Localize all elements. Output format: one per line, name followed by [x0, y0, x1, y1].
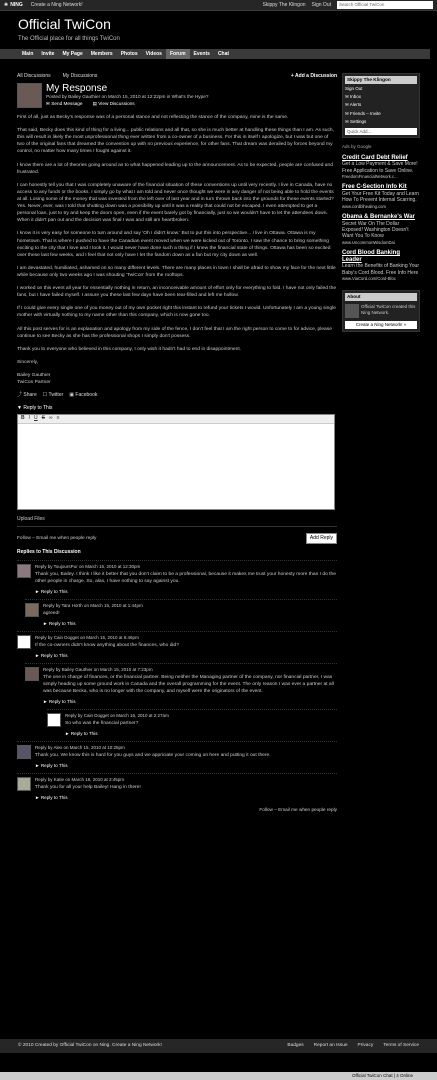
- reply-text: So who was the financial partner?: [65, 721, 139, 726]
- about-text: Official TwiCon created this Ning Network.: [361, 303, 416, 316]
- ad-url[interactable]: www.cordblhealing.com: [342, 203, 386, 209]
- share-icon: ⤴: [17, 392, 23, 399]
- user-box: [342, 73, 420, 138]
- about-header: About: [345, 293, 417, 301]
- list-icon[interactable]: ≡: [56, 415, 60, 422]
- reply-to-this-link[interactable]: ► Reply to This: [35, 795, 68, 801]
- list-icon: ▤: [92, 101, 99, 107]
- user-name[interactable]: Skippy The Klingon: [345, 76, 417, 84]
- post-paragraph: I worked on this event all year for essentially nothing in return, an inconceivable amount of effort only for everything to fold. I have not only failed the fans, but I have failed myself. I assure you these last few days have been tear-filled and left me hollow.: [17, 286, 337, 299]
- ad-body: Secret War On The Dollar Exposed! Washington Doesn't Want You To Know: [342, 220, 409, 240]
- sidebar-item-alert[interactable]: ✉ Alerts: [345, 102, 362, 108]
- post-paragraph: Thank you to everyone who believed in this company, I only wish it hadn't had to end in disappointment.: [17, 346, 242, 352]
- nav-forum[interactable]: Forum: [166, 49, 190, 59]
- sidebar-item-settings[interactable]: ✉ Settings: [345, 118, 367, 124]
- avatar[interactable]: [17, 777, 31, 791]
- user-link[interactable]: Skippy The Klingon: [262, 1, 306, 8]
- chat-bar[interactable]: Official TwiCon Chat | 4 Online: [0, 1072, 437, 1080]
- signout-link[interactable]: Sign Out: [311, 1, 331, 8]
- reply-text: agreed!: [43, 610, 60, 616]
- avatar[interactable]: [17, 745, 31, 759]
- post-title: My Response: [46, 83, 108, 94]
- post-paragraph: I am devastated, humiliated, ashamed on so many different levels. There are many places in town I shall be afraid to show my face for the next little while because only two weeks ago I was shouting 'TwiCon' from the rooftops.: [17, 265, 336, 278]
- link-icon[interactable]: ∞: [48, 415, 53, 422]
- reply-text: The one in charge of finances, or the financial partner. Being neither the Managing partner of the company, nor financial partner, I was simply heading up some ground work in Canada and the overall programming for the event. The only reason I was ever a partner at all was because Becka, who is no longer with the company, and myself were the originators of the event.: [43, 675, 334, 694]
- reply-item: [25, 663, 337, 705]
- ad-url[interactable]: www.ViaCord.com/Cord-Bloc: [342, 275, 396, 281]
- nav-invite[interactable]: Invite: [41, 51, 55, 57]
- post-body: [17, 114, 337, 386]
- underline-icon[interactable]: U: [34, 415, 38, 422]
- nav-videos[interactable]: Videos: [145, 51, 162, 57]
- nav-main[interactable]: Main: [22, 51, 34, 57]
- ad-url[interactable]: FreedomFinancialNetwork.c...: [342, 173, 398, 179]
- site-subtitle: The Official place for all things TwiCon: [18, 36, 120, 43]
- view-discussions-button[interactable]: ▤ View Discussions: [92, 101, 135, 107]
- create-network-link[interactable]: Create a Ning Network!: [30, 1, 83, 8]
- settings-icon: ✉: [345, 118, 351, 124]
- ad-title[interactable]: Free C-Section Info Kit: [342, 184, 407, 191]
- avatar[interactable]: [25, 667, 39, 681]
- reply-to-this-link[interactable]: ► Reply to This: [35, 588, 68, 594]
- footer-copyright: © 2010 Created by Official TwiCon on Ning. Create a Ning Network!: [18, 1042, 162, 1048]
- reply-meta: Reply by Bailey Gauthier on March 15, 2010 at 7:23pm: [43, 667, 153, 673]
- ning-logo[interactable]: ❀ NING: [4, 1, 23, 8]
- reply-to-this-link[interactable]: ► Reply to This: [43, 698, 76, 704]
- reply-item: [17, 773, 337, 801]
- reply-meta: Reply by Alex on March 15, 2010 at 10:25pm: [35, 745, 125, 751]
- avatar[interactable]: [17, 83, 42, 108]
- post-paragraph: I can honestly tell you that I was completely unaware of the financial situation of these conventions up until very recently. I live in Canada, have no access to any funds or the books. I simply go by what I am told and never once thought we were in any danger of not being able to hold the events at all. Losing some of the money that was invested from the left over of last year and in turn thrown back into the grounds for these events started? Yes. Never, ever, was I told that shutting down was a possibility up until it was a reality that could not be escaped. I even attempted to get a personal loan, just to try and keep the doors open, even if the event barely got by financially, just so we wouldn't have to let the attendees down. When it didn't pan out and the decision was final I was and still am heartbroken.: [17, 182, 334, 224]
- reply-text: Thank you for all your help Bailey! Hang in there!: [35, 785, 141, 791]
- reply-item: [17, 631, 337, 659]
- quick-add-select[interactable]: Quick Add...: [345, 128, 417, 135]
- add-discussion-button[interactable]: + Add a Discussion: [290, 73, 337, 79]
- replies-header: Replies to This Discussion: [17, 549, 81, 556]
- ad-body: Learn the Benefits of Banking Your Baby's Cord Blood. Free Info Here: [342, 263, 420, 276]
- reply-item: [47, 709, 337, 737]
- friends-icon: ✉: [345, 110, 351, 116]
- create-network-button[interactable]: Create a Ning Network! »: [345, 321, 417, 329]
- reply-item: [25, 599, 337, 627]
- post-paragraph: If I could give every single one of you money out of my own pocket right this instant to refund your tickets I would. Unfortunately I am a young single mother with virtually nothing to my name other than this company, which is now gone too.: [17, 306, 336, 319]
- about-box: [342, 290, 420, 332]
- post-paragraph: That said, Becky does this kind of thing for a living... public relations and all that, so she is much better at handling these things than I am. As such, this will result in likely the most unprofessional thing ever written from a co-owner of a business. For this in itself I apologize, but I was but one of two of the original fans that dreamed the convention up with no previous experience, for other fans. That dream was derailed by forces beyond my control, no matter how many times I fought against it.: [17, 128, 334, 155]
- nav-events[interactable]: Events: [193, 51, 210, 57]
- reply-item: [17, 741, 337, 769]
- post-paragraph: Sincerely,: [17, 359, 39, 365]
- sidebar-item-inbox[interactable]: ✉ Inbox: [345, 94, 362, 100]
- ad-url[interactable]: www.UncommonWisdomDai: [342, 239, 395, 245]
- post-paragraph: First of all, just as Becky's response was of a personal stance and not reflecting the stance of the company, mine is the same.: [17, 115, 289, 120]
- facebook-icon: ▣: [69, 392, 75, 399]
- main-column: [17, 73, 337, 814]
- post-meta: Posted by Bailey Gauthier on March 15, 2010 at 12:22pm in What's the Hype?: [46, 94, 209, 99]
- reply-item: [17, 560, 337, 595]
- reply-to-this-link[interactable]: ► Reply to This: [35, 652, 68, 658]
- editor-toolbar: [18, 415, 334, 424]
- reply-text: If the co-owners didn't know anything about the finances, who did?: [35, 643, 179, 649]
- nav-members[interactable]: Members: [90, 51, 113, 57]
- nav-photos[interactable]: Photos: [120, 51, 138, 57]
- avatar[interactable]: [47, 713, 61, 727]
- upload-files-link[interactable]: Upload Files: [17, 515, 45, 522]
- reply-meta: Reply by ToujoursPur on March 15, 2010 at 12:30pm: [35, 563, 141, 569]
- ad-title[interactable]: Cord Blood Banking Leader: [342, 250, 400, 263]
- reply-meta: Reply by Cain Dogget on March 15, 2010 at 6:46pm: [35, 635, 139, 640]
- twitter-icon: ☐: [42, 392, 48, 399]
- reply-to-this-link[interactable]: ► Reply to This: [65, 730, 98, 736]
- ad-body: Get Your Free Kit Today and Learn How To Prevent Internal Scarring.: [342, 191, 419, 204]
- ning-topbar: [0, 0, 437, 11]
- strike-icon[interactable]: S: [41, 415, 45, 422]
- avatar[interactable]: [25, 603, 39, 617]
- network-logo[interactable]: [345, 304, 359, 318]
- add-reply-button[interactable]: Add Reply: [306, 533, 337, 544]
- site-title[interactable]: Official TwiCon: [18, 16, 111, 32]
- ad-title[interactable]: Credit Card Debt Relief: [342, 154, 408, 161]
- reply-to-this-toggle[interactable]: ▼ Reply to This: [17, 404, 53, 411]
- share-button[interactable]: ⤴ Share: [17, 392, 37, 399]
- reply-to-this-link[interactable]: ► Reply to This: [43, 620, 76, 626]
- reply-meta: Reply by Cain Dogget on March 16, 2010 at 2:27am: [65, 712, 169, 718]
- reply-text: Thank you. We know this is hard for you guys and we appriciate your coming on here and putting it out there.: [35, 753, 271, 759]
- follow-row: [17, 533, 337, 544]
- tab-my-discussions[interactable]: My Discussions: [62, 73, 98, 79]
- ads-by-google: Ads by Google: [342, 143, 372, 149]
- footer-link[interactable]: Badges: [287, 1042, 304, 1048]
- reply-to-this-link[interactable]: ► Reply to This: [35, 762, 68, 768]
- footer-link[interactable]: Terms of Service: [383, 1042, 419, 1048]
- footer: [0, 1039, 437, 1053]
- twitter-button[interactable]: ☐ Twitter: [42, 392, 64, 399]
- sidebar: [342, 73, 420, 332]
- reply-editor[interactable]: [17, 414, 335, 510]
- search-input[interactable]: Search Official TwiCon: [337, 1, 433, 9]
- post-paragraph: All this post serves for is an explanation and apology from my side of the fence, I don't feel that I am the right person to come to for advice, please continue to see Becky as she has the professional shops I simply don't possess.: [17, 326, 332, 339]
- ad-body: Get a Low Payment & Save More! Free Application to Save Online.: [342, 161, 418, 174]
- mail-icon: ✉: [46, 101, 52, 107]
- post-paragraph: Bailey Gauthier TwiCon Partner: [17, 372, 51, 386]
- italic-icon[interactable]: I: [28, 415, 31, 422]
- discussion-tabs: [17, 73, 337, 81]
- ning-icon: ❀: [4, 1, 9, 8]
- alert-icon: ✉: [345, 102, 350, 108]
- follow-link[interactable]: Follow – Email me when people reply: [17, 535, 97, 541]
- bottom-follow-link[interactable]: Follow – Email me when people reply: [259, 807, 337, 813]
- bold-icon[interactable]: B: [21, 415, 25, 422]
- nav-chat[interactable]: Chat: [217, 51, 230, 57]
- avatar[interactable]: [17, 564, 31, 578]
- reply-meta: Reply by Katie on March 16, 2010 at 3:45pm: [35, 777, 125, 783]
- post-paragraph: I know it is very easy for someone to turn around and say 'Oh I didn't know.' But to put this into perspective... I live in Ottawa. Ottawa is my hometown. That is where I pushed to have the Canadian event moved when we were kicked out of Toronto. I saw the chance to bring something exciting to the city that I love and I took it. I would never have done such a thing if I knew the financial state of things. Ottawa has been so excited over these last few weeks, and I feel that not only have I let the fandom down as a fan but my city down as well.: [17, 231, 331, 258]
- inbox-icon: ✉: [345, 94, 351, 100]
- nav-my-page[interactable]: My Page: [62, 51, 83, 57]
- main-nav: [0, 49, 430, 59]
- reply-text: Thank you, Bailey. I think I like it better that you don't claim to be a professional, because it makes me trust your honesty more than I do the other people in charge. So, alas, I have nothing to say against you.: [35, 571, 336, 584]
- ad-title[interactable]: Obama & Bernanke's War: [342, 214, 415, 221]
- replies-list: [17, 560, 337, 801]
- post-header: [17, 83, 337, 108]
- footer-link[interactable]: Privacy: [357, 1042, 374, 1048]
- site-header: [0, 11, 437, 49]
- reply-meta: Reply by Tara Horth on March 15, 2010 at 1:44pm: [43, 602, 143, 608]
- share-bar: [17, 392, 337, 399]
- post-paragraph: I know there are a lot of theories going around as to what happened leading up to the announcement. As to be expected, people are confused and frustrated.: [17, 162, 333, 175]
- tab-all-discussions[interactable]: All Discussions: [17, 73, 51, 79]
- sidebar-signout[interactable]: Sign Out: [345, 86, 363, 92]
- avatar[interactable]: [17, 635, 31, 649]
- footer-link[interactable]: Report an Issue: [313, 1042, 348, 1048]
- send-message-button[interactable]: ✉ Send Message: [46, 101, 83, 107]
- sidebar-item-friends[interactable]: ✉ Friends – Invite: [345, 110, 381, 116]
- facebook-button[interactable]: ▣ Facebook: [69, 392, 98, 399]
